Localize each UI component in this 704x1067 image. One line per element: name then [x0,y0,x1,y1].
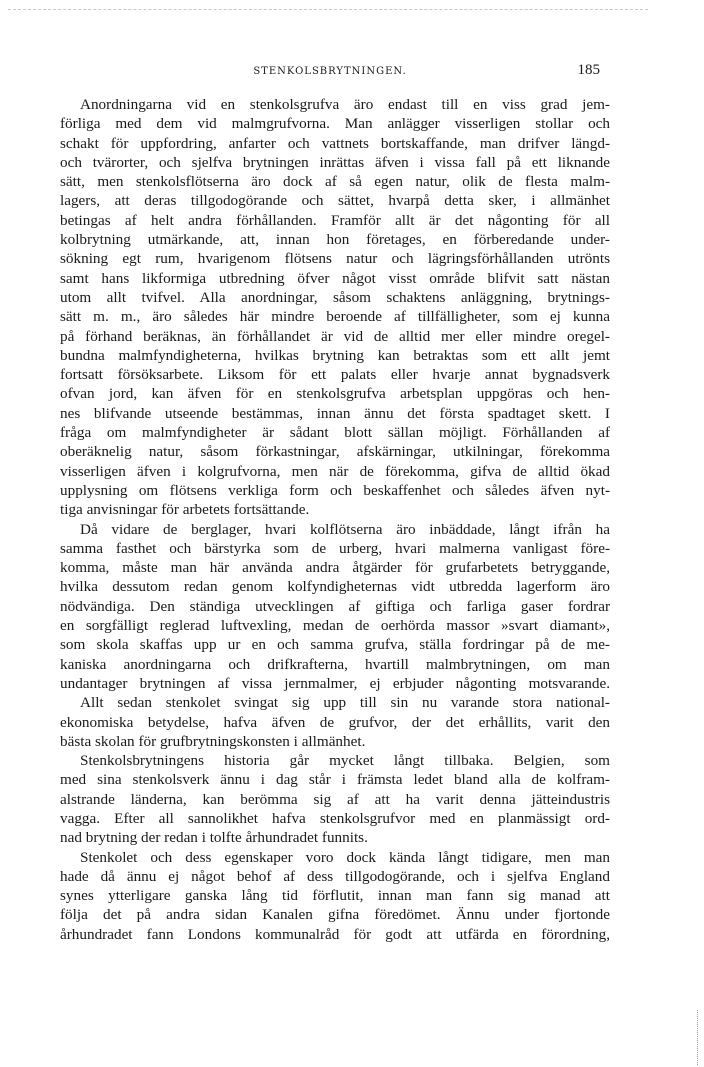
text-line: ofvan jord, kan äfven för en stenkolsgrufva arbetsplan uppgöras och hen- [60,385,610,403]
text-line: komma, måste man här använda andra åtgärder för grufarbetets betryggande, [60,559,610,577]
text-line: bundna malmfyndigheterna, hvilkas brytning kan betraktas som ett allt jemt [60,346,610,364]
running-title: STENKOLSBRYTNINGEN. [253,66,407,77]
text-line: Stenkolsbrytningens historia går mycket långt tillbaka. Belgien, som [80,752,610,770]
text-line: kolbrytning utmärkande, att, innan hon företages, en förberedande under- [60,231,610,249]
text-line: nad brytning der redan i tolfte århundradet funnits. [60,829,368,847]
text-line: ekonomiska betydelse, hafva äfven de grufvor, der det erhållits, varit den [60,713,610,731]
text-line: sätt, men stenkolsflötserna äro dock af så egen natur, olik de flesta malm- [60,173,610,191]
text-line: vagga. Efter all sannolikhet hafva stenkolsgrufvor med en planmässigt ord- [60,809,610,827]
page-number: 185 [577,62,600,78]
text-line: bästa skolan för grufbrytningskonsten i allmänhet. [60,732,366,750]
scan-edge-mark [683,1010,698,1065]
text-line: lagers, att deras tillgodogörande och sättet, hvarpå detta sker, i allmänhet [60,192,610,210]
text-line: som skola skaffas upp ur en och samma grufva, ställa fordringar på de me- [60,636,610,654]
text-line: Stenkolet och dess egenskaper voro dock kända långt tidigare, men man [80,848,610,866]
top-edge-rule [8,9,648,10]
text-line: upplysning om flötsens verkliga form och beskaffenhet och således äfven nyt- [60,481,610,499]
text-line: undantager brytningen af vissa jernmalmer, ej erbjuder någonting motsvarande. [60,674,610,692]
text-line: en sorgfälligt reglerad luftvexling, medan de oerhörda massor »svart diamant», [60,617,610,635]
text-line: utom allt tvifvel. Alla anordningar, såsom schaktens anläggning, brytnings- [60,288,610,306]
text-line: Då vidare de berglager, hvari kolflötserna äro inbäddade, långt ifrån ha [80,520,610,538]
text-line: och tvärorter, och sjelfva brytningen inrättas äfven i vissa fall på ett liknande [60,153,610,171]
text-line: fortsatt försöksarbete. Liksom för ett palats eller hvarje annat bygnadsverk [60,366,610,384]
text-line: på förhand beräknas, än förhållandet är vid de alltid mer eller mindre oregel- [60,327,610,345]
text-line: synes ytterligare ganska lång tid förflutit, innan man fann sig manad att [60,887,610,905]
text-line: kaniska anordningarna och drifkrafterna, hvartill malmbrytningen, om man [60,655,610,673]
page-header [60,62,600,84]
text-line: sätt m. m., äro således här mindre beroende af tillfälligheter, som ej kunna [60,308,610,326]
text-line: med sina stenkolsverk ännu i dag står i främsta ledet bland alla de kolfram- [60,771,610,789]
text-line: Allt sedan stenkolet svingat sig upp till sin nu varande stora national- [80,694,610,712]
text-line: århundradet fann Londons kommunalråd för godt att utfärda en förordning, [60,925,610,943]
text-line: samt hans likformiga utbredning öfver något visst område blifvit satt nästan [60,269,610,287]
text-line: visserligen äfven i kolgrufvorna, men när de förekomma, gifva de alltid ökad [60,462,610,480]
text-line: betingas af helt andra förhållanden. Framför allt är det någonting för all [60,211,610,229]
text-line: sökning egt rum, hvarigenom flötsens natur och lägringsförhållanden utrönts [60,250,610,268]
text-line: förliga med dem vid malmgrufvorna. Man anlägger visserligen stollar och [60,115,610,133]
text-line: nödvändiga. Den ständiga utvecklingen af giftiga och farliga gaser fordrar [60,597,610,615]
text-line: hvilka dessutom redan genom kolfyndigheternas vidt utbredda lagerform äro [60,578,610,596]
text-line: Anordningarna vid en stenkolsgrufva äro endast till en viss grad jem- [80,96,610,113]
text-line: schakt för uppfordring, anfarter och vattnets bortskaffande, man drifver längd- [60,134,610,152]
text-line: samma fasthet och bärstyrka som de urberg, hvari malmerna vanligast före- [60,539,610,557]
body-text [60,95,610,944]
text-line: nes blifvande utseende bestämmas, innan ännu det första spadtaget skett. I [60,404,610,422]
text-line: oberäknelig natur, såsom förkastningar, afskärningar, utkilningar, förekomma [60,443,610,461]
text-line: tiga anvisningar för arbetets fortsättande. [60,501,310,519]
text-line: alstrande länderna, kan berömma sig af att ha varit denna jätteindustris [60,790,610,808]
text-line: följa det på andra sidan Kanalen gifna föredömet. Ännu under fjortonde [60,906,610,924]
text-line: fråga om malmfyndigheter är sådant blott sällan möjligt. Förhållanden af [60,424,610,442]
text-line: hade då ännu ej något behof af dess tillgodogörande, och i sjelfva England [60,867,610,885]
